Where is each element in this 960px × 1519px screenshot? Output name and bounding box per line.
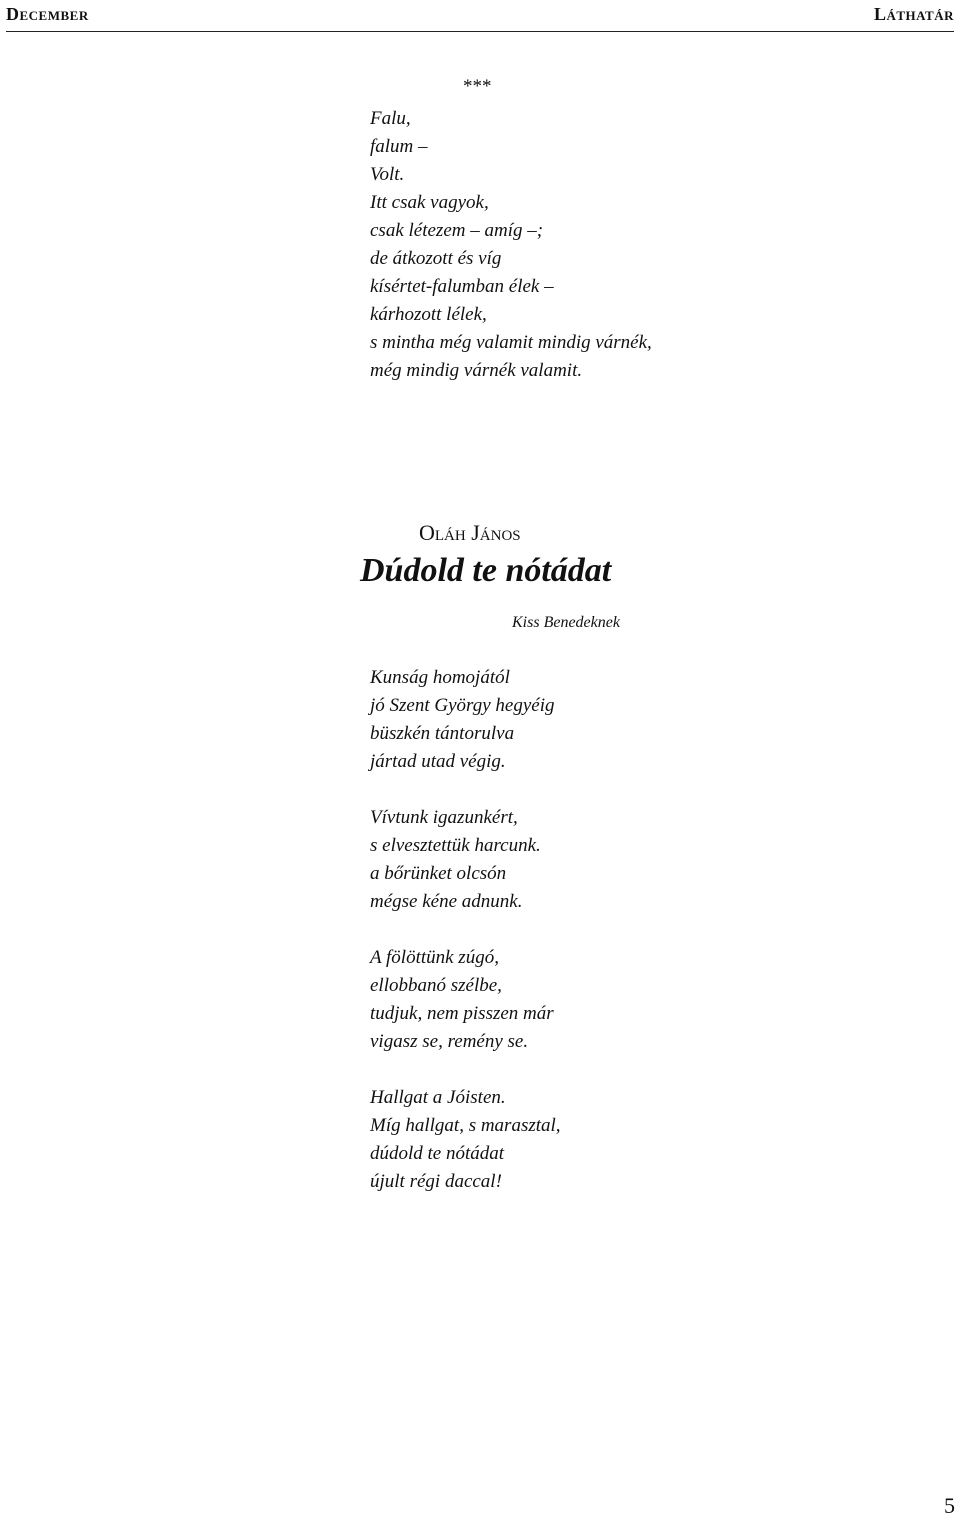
poem-line: vigasz se, remény se.	[370, 1031, 529, 1052]
poem-separator: ***	[463, 76, 492, 97]
poem-line: büszkén tántorulva	[370, 723, 515, 744]
poem-dudold	[370, 664, 561, 1224]
poem-line: újult régi daccal!	[370, 1171, 502, 1192]
poem-line: csak létezem – amíg –;	[370, 220, 544, 241]
poem-line: Falu,	[370, 108, 411, 129]
stanza	[370, 944, 561, 1056]
poem-line: s mintha még valamit mindig várnék,	[370, 332, 652, 353]
poem-line: falum –	[370, 136, 428, 157]
poem-dedication: Kiss Benedeknek	[512, 614, 620, 631]
poem-untitled	[370, 105, 652, 385]
poem-line: tudjuk, nem pisszen már	[370, 1003, 554, 1024]
stanza	[370, 804, 561, 916]
poem-line: A fölöttünk zúgó,	[370, 947, 499, 968]
page-number: 5	[944, 1493, 955, 1518]
poem-line: Kunság homojától	[370, 667, 510, 688]
poem-line: de átkozott és víg	[370, 248, 502, 269]
poem-line: ellobbanó szélbe,	[370, 975, 502, 996]
poem-line: Volt.	[370, 164, 405, 185]
stanza	[370, 1084, 561, 1196]
poem-line: mégse kéne adnunk.	[370, 891, 523, 912]
poem-line: kísértet-falumban élek –	[370, 276, 554, 297]
poem-line: kárhozott lélek,	[370, 304, 487, 325]
poem-line: jó Szent György hegyéig	[370, 695, 555, 716]
poem-line: még mindig várnék valamit.	[370, 360, 583, 381]
page-header	[6, 0, 954, 32]
header-magazine-name: Láthatár	[873, 4, 954, 24]
author-name: Oláh János	[419, 520, 521, 545]
stanza	[370, 664, 561, 776]
poem-line: dúdold te nótádat	[370, 1143, 505, 1164]
poem-line: Vívtunk igazunkért,	[370, 807, 518, 828]
poem-line: Hallgat a Jóisten.	[370, 1087, 506, 1108]
poem-line: s elvesztettük harcunk.	[370, 835, 541, 856]
poem-line: a bőrünket olcsón	[370, 863, 507, 884]
header-section-title: December	[6, 4, 89, 24]
poem-title: Dúdold te nótádat	[360, 552, 612, 589]
poem-line: jártad utad végig.	[370, 751, 506, 772]
poem-line: Itt csak vagyok,	[370, 192, 489, 213]
poem-line: Míg hallgat, s marasztal,	[370, 1115, 561, 1136]
